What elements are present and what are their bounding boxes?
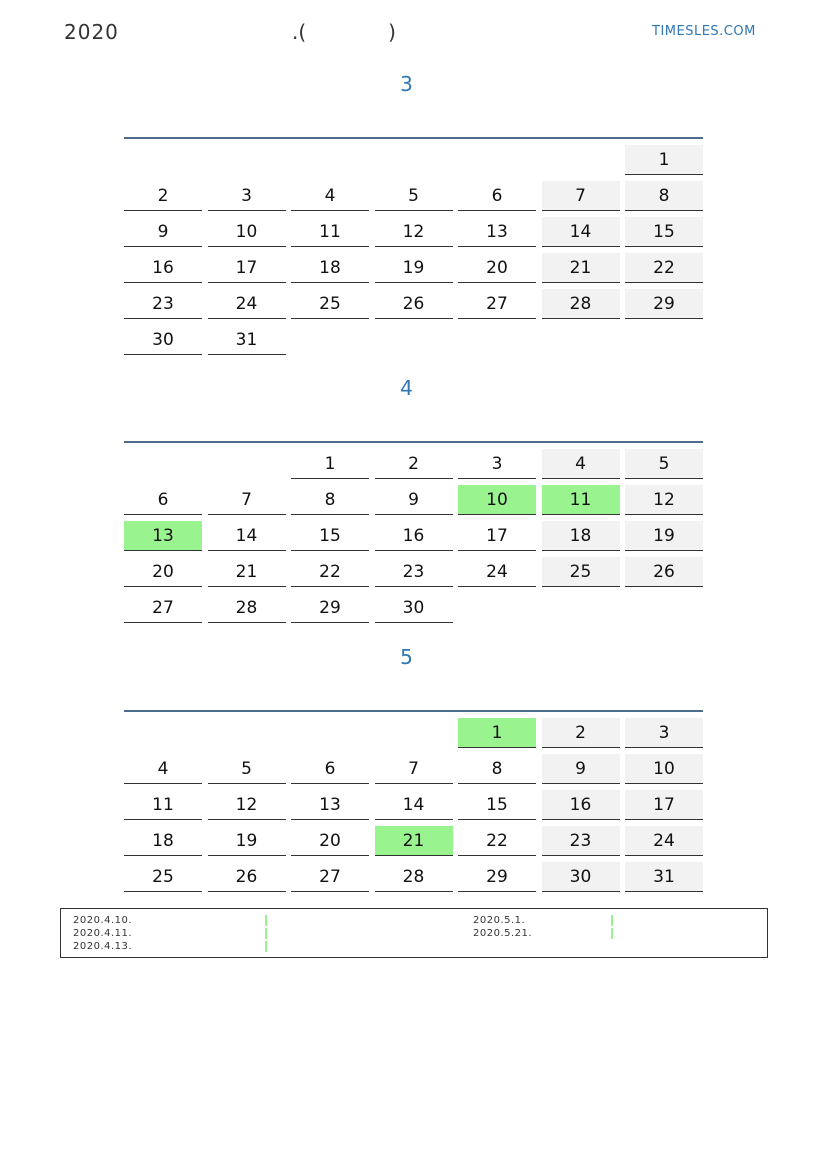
day-cell: 29 (291, 593, 369, 623)
day-cell: 9 (542, 754, 620, 784)
day-cell: 1 (458, 718, 536, 748)
day-cell: 15 (458, 790, 536, 820)
day-cell: 4 (124, 754, 202, 784)
note-item: 2020.4.13. (73, 941, 133, 952)
month-title-march: 3 (400, 72, 413, 96)
day-cell: 10 (208, 217, 286, 247)
day-cell: 20 (458, 253, 536, 283)
day-cell: 24 (208, 289, 286, 319)
holiday-marker (611, 928, 613, 939)
day-cell: 11 (542, 485, 620, 515)
day-cell: 23 (124, 289, 202, 319)
month-title-april: 4 (400, 376, 413, 400)
day-cell: 15 (291, 521, 369, 551)
day-cell: 3 (458, 449, 536, 479)
day-cell: 2 (375, 449, 453, 479)
day-cell: 13 (458, 217, 536, 247)
day-cell: 11 (124, 790, 202, 820)
holiday-notes-box (60, 908, 768, 958)
day-cell: 9 (124, 217, 202, 247)
day-cell: 8 (458, 754, 536, 784)
day-cell: 20 (291, 826, 369, 856)
day-cell: 21 (542, 253, 620, 283)
note-item: 2020.4.10. (73, 915, 133, 926)
day-cell: 3 (625, 718, 703, 748)
day-cell: 22 (625, 253, 703, 283)
site-link[interactable]: TIMESLES.COM (652, 24, 756, 39)
day-cell: 14 (542, 217, 620, 247)
day-cell: 18 (542, 521, 620, 551)
day-cell: 23 (375, 557, 453, 587)
day-cell: 10 (625, 754, 703, 784)
day-cell: 24 (458, 557, 536, 587)
day-cell: 5 (625, 449, 703, 479)
day-cell: 8 (625, 181, 703, 211)
day-cell: 16 (375, 521, 453, 551)
day-cell: 30 (124, 325, 202, 355)
calendar-march (124, 137, 703, 350)
day-cell: 29 (458, 862, 536, 892)
day-cell: 17 (208, 253, 286, 283)
day-cell: 13 (124, 521, 202, 551)
day-cell: 25 (124, 862, 202, 892)
day-cell: 28 (375, 862, 453, 892)
day-cell: 14 (208, 521, 286, 551)
calendar-april (124, 441, 703, 618)
day-cell: 1 (291, 449, 369, 479)
holiday-marker (265, 941, 267, 952)
day-cell: 3 (208, 181, 286, 211)
day-cell: 5 (375, 181, 453, 211)
day-cell: 21 (208, 557, 286, 587)
day-cell: 16 (542, 790, 620, 820)
month-title-may: 5 (400, 645, 413, 669)
calendar-top-divider (124, 710, 703, 712)
day-cell: 2 (124, 181, 202, 211)
day-cell: 29 (625, 289, 703, 319)
day-cell: 28 (208, 593, 286, 623)
day-cell: 26 (208, 862, 286, 892)
day-cell: 17 (458, 521, 536, 551)
holiday-marker (611, 915, 613, 926)
year-title: 2020 (64, 20, 119, 44)
day-cell: 22 (291, 557, 369, 587)
day-cell: 7 (208, 485, 286, 515)
day-cell: 21 (375, 826, 453, 856)
day-cell: 5 (208, 754, 286, 784)
day-cell: 4 (542, 449, 620, 479)
calendar-top-divider (124, 137, 703, 139)
day-cell: 31 (208, 325, 286, 355)
day-cell: 27 (291, 862, 369, 892)
day-cell: 12 (375, 217, 453, 247)
header-close-text: ) (388, 20, 396, 44)
day-cell: 6 (124, 485, 202, 515)
holiday-marker (265, 915, 267, 926)
day-cell: 15 (625, 217, 703, 247)
day-cell: 12 (208, 790, 286, 820)
day-cell: 19 (625, 521, 703, 551)
calendar-may (124, 710, 703, 887)
note-item: 2020.4.11. (73, 928, 133, 939)
day-cell: 6 (291, 754, 369, 784)
day-cell: 27 (124, 593, 202, 623)
calendar-top-divider (124, 441, 703, 443)
day-cell: 8 (291, 485, 369, 515)
note-item: 2020.5.1. (473, 915, 526, 926)
day-cell: 30 (375, 593, 453, 623)
day-cell: 12 (625, 485, 703, 515)
header-open-text: .( (292, 20, 307, 44)
day-cell: 30 (542, 862, 620, 892)
day-cell: 26 (625, 557, 703, 587)
header-country-placeholder (292, 20, 396, 44)
day-cell: 10 (458, 485, 536, 515)
day-cell: 1 (625, 145, 703, 175)
note-item: 2020.5.21. (473, 928, 533, 939)
day-cell: 7 (542, 181, 620, 211)
day-cell: 4 (291, 181, 369, 211)
day-cell: 17 (625, 790, 703, 820)
day-cell: 14 (375, 790, 453, 820)
day-cell: 16 (124, 253, 202, 283)
day-cell: 19 (208, 826, 286, 856)
day-cell: 25 (542, 557, 620, 587)
day-cell: 6 (458, 181, 536, 211)
day-cell: 18 (124, 826, 202, 856)
day-cell: 24 (625, 826, 703, 856)
day-cell: 27 (458, 289, 536, 319)
holiday-marker (265, 928, 267, 939)
day-cell: 26 (375, 289, 453, 319)
day-cell: 2 (542, 718, 620, 748)
day-cell: 23 (542, 826, 620, 856)
day-cell: 31 (625, 862, 703, 892)
day-cell: 20 (124, 557, 202, 587)
day-cell: 25 (291, 289, 369, 319)
day-cell: 19 (375, 253, 453, 283)
day-cell: 22 (458, 826, 536, 856)
day-cell: 7 (375, 754, 453, 784)
day-cell: 11 (291, 217, 369, 247)
day-cell: 18 (291, 253, 369, 283)
day-cell: 9 (375, 485, 453, 515)
day-cell: 28 (542, 289, 620, 319)
day-cell: 13 (291, 790, 369, 820)
